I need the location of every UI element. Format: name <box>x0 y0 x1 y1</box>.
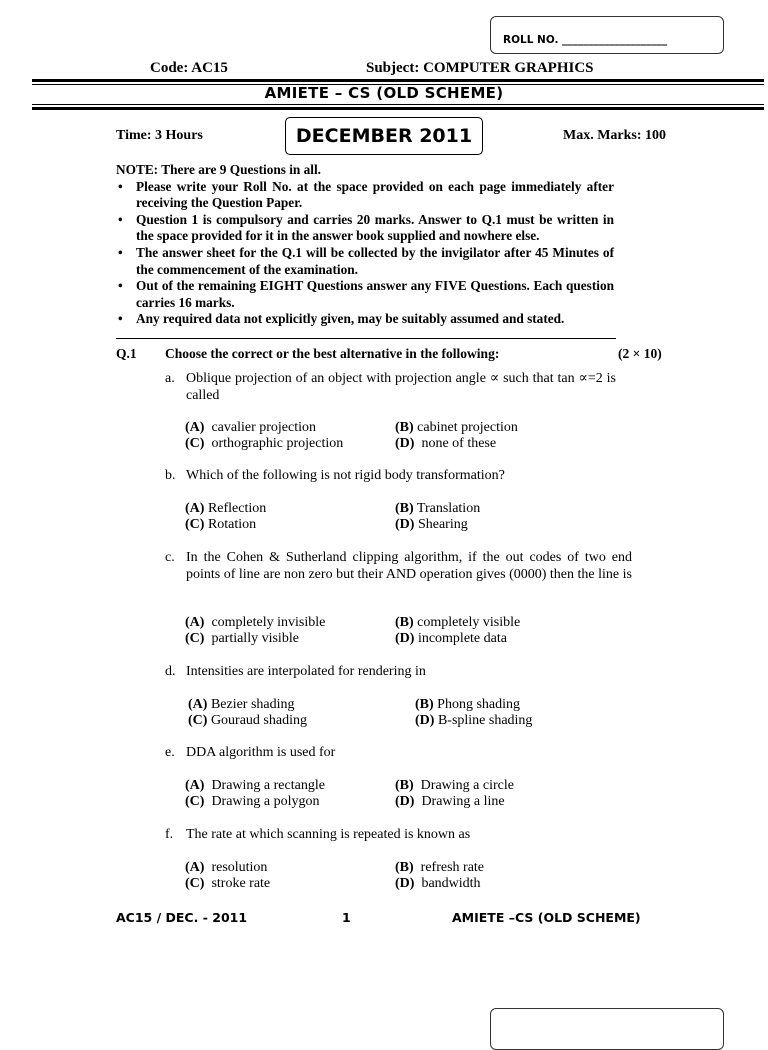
note-heading: NOTE: There are 9 Questions in all. <box>116 162 322 177</box>
question-number: Q.1 <box>116 346 137 361</box>
option-key: (B) <box>395 501 414 516</box>
footer-code: AC15 / DEC. - 2011 <box>116 910 248 925</box>
option-text: refresh rate <box>420 860 485 875</box>
option-key: (A) <box>188 697 208 712</box>
option-key: (B) <box>415 697 434 712</box>
paper-subject: Subject: COMPUTER GRAPHICS <box>366 60 594 76</box>
option-text: partially visible <box>211 631 299 646</box>
item-letter-a: a. <box>165 371 175 386</box>
item-letter-c: c. <box>165 550 175 565</box>
exam-time: Time: 3 Hours <box>116 128 203 143</box>
option-key: (D) <box>395 876 415 891</box>
option-key: (D) <box>395 794 415 809</box>
question-marks: (2 × 10) <box>618 346 662 361</box>
option-key: (C) <box>185 794 205 809</box>
option-a-D <box>395 436 496 452</box>
option-f-A <box>185 860 267 876</box>
max-marks: Max. Marks: 100 <box>563 128 667 143</box>
bullet-icon: • <box>118 311 123 327</box>
option-b-D <box>395 517 468 533</box>
note-item <box>116 245 614 278</box>
option-e-D <box>395 794 505 810</box>
option-key: (A) <box>185 778 205 793</box>
option-b-A <box>185 501 266 517</box>
option-text: bandwidth <box>421 876 481 891</box>
option-b-B <box>395 501 480 517</box>
footer-exam: AMIETE –CS (OLD SCHEME) <box>452 910 641 925</box>
option-key: (A) <box>185 615 205 630</box>
option-text: orthographic projection <box>211 436 344 451</box>
option-text: Shearing <box>417 517 468 532</box>
option-text: cabinet projection <box>417 420 518 435</box>
roll-number-box <box>490 16 724 54</box>
option-text: none of these <box>421 436 497 451</box>
option-e-C <box>185 794 320 810</box>
item-letter-b: b. <box>165 468 176 483</box>
option-c-D <box>395 631 507 647</box>
option-text: stroke rate <box>211 876 271 891</box>
option-key: (D) <box>395 436 415 451</box>
header-rule-bottom-thin <box>32 104 764 105</box>
note-text: Any required data not explicitly given, may be suitably assumed and stated. <box>136 311 565 327</box>
option-f-C <box>185 876 270 892</box>
option-d-D <box>415 713 532 729</box>
option-d-C <box>188 713 307 729</box>
note-text: The answer sheet for the Q.1 will be collected by the invigilator after 45 Minutes of the commencement of the examination. <box>136 244 614 277</box>
bullet-icon: • <box>118 178 123 194</box>
footer-page-number: 1 <box>342 910 351 925</box>
option-a-A <box>185 420 316 436</box>
option-text: Reflection <box>207 501 267 516</box>
notes-divider <box>116 338 616 339</box>
option-text: cavalier projection <box>211 420 316 435</box>
bullet-icon: • <box>118 278 123 294</box>
option-text: Gouraud shading <box>210 713 307 728</box>
option-key: (C) <box>185 876 205 891</box>
option-key: (C) <box>185 436 205 451</box>
option-text: completely invisible <box>211 615 326 630</box>
note-item <box>116 212 614 245</box>
note-text: Question 1 is compulsory and carries 20 marks. Answer to Q.1 must be written in the space provided for it in the answer book supplied and nowhere else. <box>136 211 614 244</box>
option-text: Bezier shading <box>210 697 295 712</box>
note-item <box>116 278 614 311</box>
option-f-D <box>395 876 481 892</box>
option-c-A <box>185 615 325 631</box>
option-key: (A) <box>185 501 205 516</box>
option-key: (D) <box>395 631 415 646</box>
item-text-a: Oblique projection of an object with projection angle ∝ such that tan ∝=2 is called <box>186 371 616 403</box>
instructions <box>116 162 614 328</box>
option-text: incomplete data <box>417 631 507 646</box>
header-rule-top <box>32 79 764 82</box>
notes-list <box>116 179 614 328</box>
option-c-B <box>395 615 520 631</box>
item-letter-f: f. <box>165 827 174 842</box>
roll-number-label: ROLL NO. ____________________ <box>503 34 668 46</box>
option-e-B <box>395 778 514 794</box>
question-text: Choose the correct or the best alternative in the following: <box>165 346 500 361</box>
header-rule-bottom <box>32 107 764 110</box>
option-e-A <box>185 778 325 794</box>
option-a-C <box>185 436 343 452</box>
option-key: (D) <box>395 517 415 532</box>
option-key: (C) <box>185 517 205 532</box>
next-page-roll-box <box>490 1008 724 1050</box>
option-key: (A) <box>185 420 205 435</box>
item-text-b: Which of the following is not rigid body transformation? <box>186 468 505 483</box>
bullet-icon: • <box>118 211 123 227</box>
option-key: (B) <box>395 420 414 435</box>
bullet-icon: • <box>118 244 123 260</box>
option-text: Translation <box>416 501 481 516</box>
note-text: Please write your Roll No. at the space provided on each page immediately after receiving the Question Paper. <box>136 178 614 211</box>
item-text-f: The rate at which scanning is repeated is known as <box>186 827 471 842</box>
note-item <box>116 311 614 328</box>
option-b-C <box>185 517 256 533</box>
item-text-d: Intensities are interpolated for rendering in <box>186 664 426 679</box>
option-text: Rotation <box>207 517 257 532</box>
option-text: Phong shading <box>437 697 521 712</box>
item-letter-e: e. <box>165 745 175 760</box>
exam-date-box: DECEMBER 2011 <box>285 117 483 155</box>
option-key: (C) <box>188 713 208 728</box>
option-key: (B) <box>395 615 414 630</box>
item-text-e: DDA algorithm is used for <box>186 745 336 760</box>
option-text: completely visible <box>417 615 521 630</box>
option-text: Drawing a line <box>421 794 505 809</box>
option-c-C <box>185 631 299 647</box>
item-letter-d: d. <box>165 664 176 679</box>
option-text: Drawing a circle <box>420 778 514 793</box>
item-text-c: In the Cohen & Sutherland clipping algorithm, if the out codes of two end points of line are non zero but their AND operation gives (0000) then the line is <box>186 550 632 582</box>
option-a-B <box>395 420 518 436</box>
option-text: Drawing a rectangle <box>211 778 325 793</box>
option-key: (D) <box>415 713 435 728</box>
option-text: Drawing a polygon <box>211 794 320 809</box>
note-text: Out of the remaining EIGHT Questions answer any FIVE Questions. Each question carries 16 marks. <box>136 278 614 310</box>
paper-code: Code: AC15 <box>150 60 228 76</box>
option-key: (A) <box>185 860 205 875</box>
option-text: B-spline shading <box>437 713 533 728</box>
option-d-B <box>415 697 520 713</box>
option-d-A <box>188 697 295 713</box>
exam-title: AMIETE – CS (OLD SCHEME) <box>264 84 504 102</box>
option-key: (C) <box>185 631 205 646</box>
note-item <box>116 179 614 212</box>
option-f-B <box>395 860 484 876</box>
option-key: (B) <box>395 860 414 875</box>
option-text: resolution <box>211 860 268 875</box>
option-key: (B) <box>395 778 414 793</box>
